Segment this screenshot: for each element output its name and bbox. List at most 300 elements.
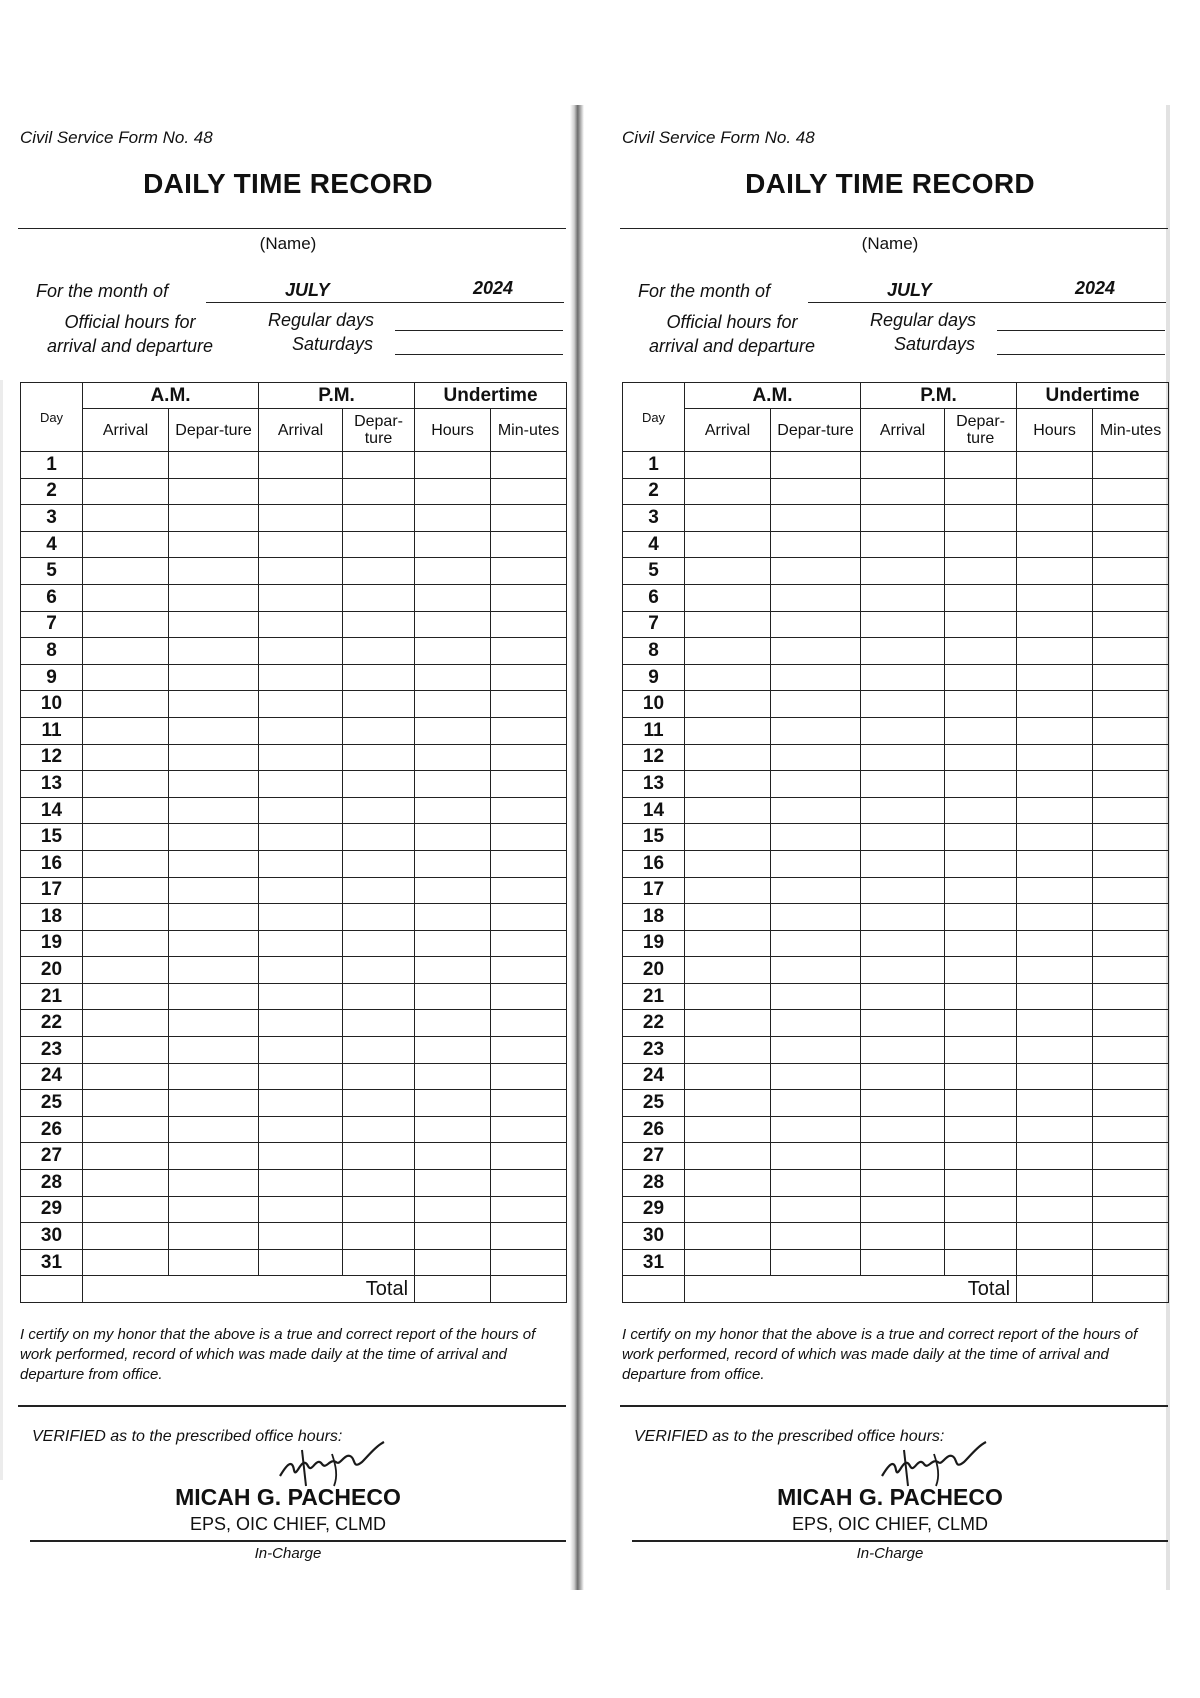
pm-departure-cell[interactable] <box>945 850 1017 877</box>
pm-arrival-cell[interactable] <box>861 1170 945 1197</box>
pm-arrival-cell[interactable] <box>861 611 945 638</box>
pm-departure-cell[interactable] <box>343 558 415 585</box>
am-departure-cell[interactable] <box>771 824 861 851</box>
undertime-minutes-cell[interactable] <box>1093 478 1169 505</box>
undertime-hours-cell[interactable] <box>1017 930 1093 957</box>
am-arrival-cell[interactable] <box>83 1090 169 1117</box>
am-arrival-cell[interactable] <box>685 1223 771 1250</box>
am-departure-cell[interactable] <box>771 478 861 505</box>
undertime-minutes-cell[interactable] <box>1093 930 1169 957</box>
pm-departure-cell[interactable] <box>343 1010 415 1037</box>
am-departure-cell[interactable] <box>169 1196 259 1223</box>
pm-arrival-cell[interactable] <box>259 1143 343 1170</box>
am-departure-cell[interactable] <box>169 505 259 532</box>
pm-departure-cell[interactable] <box>945 505 1017 532</box>
am-arrival-cell[interactable] <box>685 1196 771 1223</box>
am-departure-cell[interactable] <box>771 1223 861 1250</box>
pm-arrival-cell[interactable] <box>259 744 343 771</box>
am-departure-cell[interactable] <box>771 584 861 611</box>
undertime-minutes-cell[interactable] <box>491 452 567 479</box>
pm-arrival-cell[interactable] <box>259 452 343 479</box>
undertime-hours-cell[interactable] <box>415 1010 491 1037</box>
undertime-hours-cell[interactable] <box>415 877 491 904</box>
pm-departure-cell[interactable] <box>343 531 415 558</box>
am-departure-cell[interactable] <box>771 1037 861 1064</box>
pm-departure-cell[interactable] <box>945 1196 1017 1223</box>
undertime-hours-cell[interactable] <box>1017 904 1093 931</box>
undertime-minutes-cell[interactable] <box>491 558 567 585</box>
undertime-hours-cell[interactable] <box>1017 744 1093 771</box>
pm-departure-cell[interactable] <box>343 505 415 532</box>
am-arrival-cell[interactable] <box>83 452 169 479</box>
undertime-minutes-cell[interactable] <box>491 1010 567 1037</box>
undertime-hours-cell[interactable] <box>1017 1063 1093 1090</box>
am-arrival-cell[interactable] <box>685 1170 771 1197</box>
undertime-hours-cell[interactable] <box>1017 983 1093 1010</box>
pm-arrival-cell[interactable] <box>259 930 343 957</box>
am-departure-cell[interactable] <box>169 744 259 771</box>
undertime-minutes-cell[interactable] <box>1093 771 1169 798</box>
am-departure-cell[interactable] <box>771 452 861 479</box>
pm-departure-cell[interactable] <box>945 691 1017 718</box>
am-arrival-cell[interactable] <box>685 1037 771 1064</box>
am-arrival-cell[interactable] <box>685 584 771 611</box>
pm-arrival-cell[interactable] <box>259 1116 343 1143</box>
am-departure-cell[interactable] <box>771 877 861 904</box>
am-arrival-cell[interactable] <box>685 1249 771 1276</box>
am-arrival-cell[interactable] <box>83 1037 169 1064</box>
am-departure-cell[interactable] <box>169 611 259 638</box>
pm-arrival-cell[interactable] <box>861 877 945 904</box>
am-departure-cell[interactable] <box>169 850 259 877</box>
am-departure-cell[interactable] <box>169 452 259 479</box>
pm-departure-cell[interactable] <box>945 1249 1017 1276</box>
undertime-hours-cell[interactable] <box>415 1090 491 1117</box>
undertime-hours-cell[interactable] <box>415 638 491 665</box>
undertime-hours-cell[interactable] <box>415 478 491 505</box>
pm-arrival-cell[interactable] <box>861 1249 945 1276</box>
pm-arrival-cell[interactable] <box>861 638 945 665</box>
undertime-hours-cell[interactable] <box>1017 771 1093 798</box>
undertime-minutes-cell[interactable] <box>491 1090 567 1117</box>
am-arrival-cell[interactable] <box>83 717 169 744</box>
am-departure-cell[interactable] <box>771 505 861 532</box>
undertime-minutes-cell[interactable] <box>491 1196 567 1223</box>
pm-departure-cell[interactable] <box>945 531 1017 558</box>
am-arrival-cell[interactable] <box>83 1170 169 1197</box>
am-departure-cell[interactable] <box>169 584 259 611</box>
am-arrival-cell[interactable] <box>83 904 169 931</box>
undertime-minutes-cell[interactable] <box>1093 1010 1169 1037</box>
undertime-hours-cell[interactable] <box>415 983 491 1010</box>
undertime-minutes-cell[interactable] <box>1093 983 1169 1010</box>
am-departure-cell[interactable] <box>169 904 259 931</box>
pm-arrival-cell[interactable] <box>861 744 945 771</box>
pm-arrival-cell[interactable] <box>861 1223 945 1250</box>
pm-arrival-cell[interactable] <box>259 505 343 532</box>
pm-departure-cell[interactable] <box>343 1143 415 1170</box>
am-arrival-cell[interactable] <box>685 717 771 744</box>
pm-departure-cell[interactable] <box>343 904 415 931</box>
am-departure-cell[interactable] <box>169 691 259 718</box>
am-departure-cell[interactable] <box>771 531 861 558</box>
pm-arrival-cell[interactable] <box>861 1143 945 1170</box>
undertime-hours-cell[interactable] <box>415 611 491 638</box>
pm-arrival-cell[interactable] <box>861 478 945 505</box>
am-arrival-cell[interactable] <box>685 983 771 1010</box>
undertime-hours-cell[interactable] <box>1017 1116 1093 1143</box>
am-departure-cell[interactable] <box>169 1037 259 1064</box>
am-arrival-cell[interactable] <box>685 771 771 798</box>
am-departure-cell[interactable] <box>771 850 861 877</box>
undertime-hours-cell[interactable] <box>415 1116 491 1143</box>
undertime-minutes-cell[interactable] <box>491 1170 567 1197</box>
pm-departure-cell[interactable] <box>945 558 1017 585</box>
pm-arrival-cell[interactable] <box>861 505 945 532</box>
undertime-hours-cell[interactable] <box>415 1196 491 1223</box>
undertime-minutes-cell[interactable] <box>491 957 567 984</box>
undertime-minutes-cell[interactable] <box>491 1037 567 1064</box>
am-departure-cell[interactable] <box>169 1090 259 1117</box>
pm-arrival-cell[interactable] <box>259 904 343 931</box>
pm-arrival-cell[interactable] <box>259 797 343 824</box>
am-departure-cell[interactable] <box>771 717 861 744</box>
undertime-minutes-cell[interactable] <box>491 505 567 532</box>
undertime-minutes-cell[interactable] <box>1093 744 1169 771</box>
pm-departure-cell[interactable] <box>343 930 415 957</box>
am-arrival-cell[interactable] <box>685 877 771 904</box>
pm-arrival-cell[interactable] <box>259 1010 343 1037</box>
undertime-hours-cell[interactable] <box>1017 478 1093 505</box>
am-arrival-cell[interactable] <box>685 824 771 851</box>
am-departure-cell[interactable] <box>169 1143 259 1170</box>
pm-arrival-cell[interactable] <box>861 1196 945 1223</box>
undertime-hours-cell[interactable] <box>1017 1196 1093 1223</box>
undertime-minutes-cell[interactable] <box>1093 1090 1169 1117</box>
am-departure-cell[interactable] <box>771 957 861 984</box>
pm-departure-cell[interactable] <box>343 691 415 718</box>
undertime-minutes-cell[interactable] <box>1093 1143 1169 1170</box>
am-arrival-cell[interactable] <box>685 797 771 824</box>
pm-arrival-cell[interactable] <box>259 850 343 877</box>
am-arrival-cell[interactable] <box>685 691 771 718</box>
am-arrival-cell[interactable] <box>83 1223 169 1250</box>
am-departure-cell[interactable] <box>169 824 259 851</box>
total-hours-cell[interactable] <box>415 1276 491 1303</box>
am-arrival-cell[interactable] <box>685 930 771 957</box>
undertime-minutes-cell[interactable] <box>1093 452 1169 479</box>
am-arrival-cell[interactable] <box>685 1143 771 1170</box>
pm-departure-cell[interactable] <box>945 1063 1017 1090</box>
am-arrival-cell[interactable] <box>83 1249 169 1276</box>
am-departure-cell[interactable] <box>771 1090 861 1117</box>
pm-arrival-cell[interactable] <box>259 771 343 798</box>
pm-departure-cell[interactable] <box>343 611 415 638</box>
undertime-hours-cell[interactable] <box>1017 691 1093 718</box>
pm-arrival-cell[interactable] <box>861 1090 945 1117</box>
undertime-hours-cell[interactable] <box>1017 877 1093 904</box>
pm-arrival-cell[interactable] <box>861 691 945 718</box>
pm-departure-cell[interactable] <box>343 1170 415 1197</box>
pm-arrival-cell[interactable] <box>861 558 945 585</box>
undertime-minutes-cell[interactable] <box>1093 797 1169 824</box>
pm-departure-cell[interactable] <box>945 611 1017 638</box>
am-departure-cell[interactable] <box>771 638 861 665</box>
pm-departure-cell[interactable] <box>945 717 1017 744</box>
undertime-hours-cell[interactable] <box>1017 505 1093 532</box>
undertime-hours-cell[interactable] <box>415 904 491 931</box>
am-arrival-cell[interactable] <box>83 930 169 957</box>
am-arrival-cell[interactable] <box>685 744 771 771</box>
pm-arrival-cell[interactable] <box>259 957 343 984</box>
undertime-minutes-cell[interactable] <box>1093 531 1169 558</box>
pm-arrival-cell[interactable] <box>259 983 343 1010</box>
am-departure-cell[interactable] <box>169 983 259 1010</box>
pm-departure-cell[interactable] <box>945 478 1017 505</box>
pm-departure-cell[interactable] <box>945 877 1017 904</box>
undertime-minutes-cell[interactable] <box>1093 1063 1169 1090</box>
pm-departure-cell[interactable] <box>343 664 415 691</box>
am-arrival-cell[interactable] <box>83 877 169 904</box>
undertime-minutes-cell[interactable] <box>1093 611 1169 638</box>
pm-departure-cell[interactable] <box>945 771 1017 798</box>
am-arrival-cell[interactable] <box>685 1090 771 1117</box>
pm-departure-cell[interactable] <box>945 1143 1017 1170</box>
undertime-minutes-cell[interactable] <box>1093 1037 1169 1064</box>
undertime-hours-cell[interactable] <box>1017 531 1093 558</box>
am-arrival-cell[interactable] <box>83 531 169 558</box>
undertime-minutes-cell[interactable] <box>491 771 567 798</box>
am-arrival-cell[interactable] <box>685 478 771 505</box>
am-arrival-cell[interactable] <box>83 744 169 771</box>
undertime-minutes-cell[interactable] <box>491 664 567 691</box>
pm-departure-cell[interactable] <box>343 1196 415 1223</box>
am-departure-cell[interactable] <box>169 877 259 904</box>
pm-departure-cell[interactable] <box>343 452 415 479</box>
am-arrival-cell[interactable] <box>685 505 771 532</box>
undertime-minutes-cell[interactable] <box>1093 558 1169 585</box>
am-arrival-cell[interactable] <box>83 824 169 851</box>
pm-departure-cell[interactable] <box>343 478 415 505</box>
pm-arrival-cell[interactable] <box>861 957 945 984</box>
am-arrival-cell[interactable] <box>83 584 169 611</box>
pm-arrival-cell[interactable] <box>259 1170 343 1197</box>
pm-arrival-cell[interactable] <box>861 930 945 957</box>
undertime-minutes-cell[interactable] <box>491 1116 567 1143</box>
am-departure-cell[interactable] <box>771 691 861 718</box>
undertime-hours-cell[interactable] <box>1017 1037 1093 1064</box>
pm-departure-cell[interactable] <box>945 638 1017 665</box>
pm-departure-cell[interactable] <box>945 1170 1017 1197</box>
pm-arrival-cell[interactable] <box>861 904 945 931</box>
undertime-hours-cell[interactable] <box>1017 824 1093 851</box>
am-arrival-cell[interactable] <box>685 611 771 638</box>
undertime-hours-cell[interactable] <box>1017 558 1093 585</box>
undertime-hours-cell[interactable] <box>1017 1249 1093 1276</box>
pm-arrival-cell[interactable] <box>861 1063 945 1090</box>
undertime-hours-cell[interactable] <box>415 558 491 585</box>
pm-arrival-cell[interactable] <box>259 1063 343 1090</box>
pm-departure-cell[interactable] <box>343 1063 415 1090</box>
pm-arrival-cell[interactable] <box>861 824 945 851</box>
pm-arrival-cell[interactable] <box>259 638 343 665</box>
am-departure-cell[interactable] <box>169 638 259 665</box>
undertime-minutes-cell[interactable] <box>1093 584 1169 611</box>
pm-departure-cell[interactable] <box>343 850 415 877</box>
undertime-hours-cell[interactable] <box>1017 452 1093 479</box>
am-arrival-cell[interactable] <box>83 691 169 718</box>
pm-arrival-cell[interactable] <box>259 584 343 611</box>
am-departure-cell[interactable] <box>771 744 861 771</box>
am-departure-cell[interactable] <box>169 771 259 798</box>
undertime-hours-cell[interactable] <box>415 1249 491 1276</box>
undertime-hours-cell[interactable] <box>1017 850 1093 877</box>
am-departure-cell[interactable] <box>169 1223 259 1250</box>
am-departure-cell[interactable] <box>169 1063 259 1090</box>
am-departure-cell[interactable] <box>771 1143 861 1170</box>
pm-departure-cell[interactable] <box>945 452 1017 479</box>
undertime-minutes-cell[interactable] <box>491 797 567 824</box>
am-arrival-cell[interactable] <box>83 771 169 798</box>
undertime-hours-cell[interactable] <box>1017 797 1093 824</box>
pm-departure-cell[interactable] <box>945 584 1017 611</box>
undertime-minutes-cell[interactable] <box>491 877 567 904</box>
undertime-hours-cell[interactable] <box>415 957 491 984</box>
undertime-minutes-cell[interactable] <box>1093 957 1169 984</box>
undertime-minutes-cell[interactable] <box>491 904 567 931</box>
undertime-hours-cell[interactable] <box>1017 1170 1093 1197</box>
undertime-hours-cell[interactable] <box>415 850 491 877</box>
am-arrival-cell[interactable] <box>685 638 771 665</box>
pm-departure-cell[interactable] <box>945 1223 1017 1250</box>
undertime-minutes-cell[interactable] <box>491 1143 567 1170</box>
pm-departure-cell[interactable] <box>343 983 415 1010</box>
undertime-minutes-cell[interactable] <box>491 584 567 611</box>
pm-departure-cell[interactable] <box>343 1249 415 1276</box>
undertime-hours-cell[interactable] <box>415 452 491 479</box>
am-departure-cell[interactable] <box>771 664 861 691</box>
pm-arrival-cell[interactable] <box>861 797 945 824</box>
pm-arrival-cell[interactable] <box>861 771 945 798</box>
total-minutes-cell[interactable] <box>491 1276 567 1303</box>
undertime-minutes-cell[interactable] <box>491 531 567 558</box>
pm-departure-cell[interactable] <box>343 1223 415 1250</box>
pm-departure-cell[interactable] <box>343 771 415 798</box>
pm-arrival-cell[interactable] <box>259 1090 343 1117</box>
pm-departure-cell[interactable] <box>945 904 1017 931</box>
undertime-hours-cell[interactable] <box>1017 717 1093 744</box>
am-arrival-cell[interactable] <box>83 1010 169 1037</box>
undertime-hours-cell[interactable] <box>415 1170 491 1197</box>
undertime-hours-cell[interactable] <box>415 717 491 744</box>
am-departure-cell[interactable] <box>169 664 259 691</box>
undertime-minutes-cell[interactable] <box>491 611 567 638</box>
am-arrival-cell[interactable] <box>685 1063 771 1090</box>
am-arrival-cell[interactable] <box>83 1196 169 1223</box>
am-departure-cell[interactable] <box>169 957 259 984</box>
pm-arrival-cell[interactable] <box>259 877 343 904</box>
undertime-minutes-cell[interactable] <box>1093 1116 1169 1143</box>
undertime-hours-cell[interactable] <box>415 531 491 558</box>
pm-arrival-cell[interactable] <box>259 1223 343 1250</box>
am-arrival-cell[interactable] <box>83 1116 169 1143</box>
undertime-hours-cell[interactable] <box>415 797 491 824</box>
am-arrival-cell[interactable] <box>83 478 169 505</box>
undertime-hours-cell[interactable] <box>1017 664 1093 691</box>
undertime-hours-cell[interactable] <box>415 930 491 957</box>
pm-arrival-cell[interactable] <box>259 824 343 851</box>
undertime-minutes-cell[interactable] <box>491 717 567 744</box>
undertime-hours-cell[interactable] <box>415 664 491 691</box>
am-departure-cell[interactable] <box>771 771 861 798</box>
undertime-hours-cell[interactable] <box>415 691 491 718</box>
am-arrival-cell[interactable] <box>83 957 169 984</box>
am-arrival-cell[interactable] <box>83 797 169 824</box>
pm-departure-cell[interactable] <box>343 957 415 984</box>
pm-arrival-cell[interactable] <box>259 717 343 744</box>
pm-departure-cell[interactable] <box>343 1116 415 1143</box>
pm-departure-cell[interactable] <box>945 1090 1017 1117</box>
am-departure-cell[interactable] <box>169 1249 259 1276</box>
pm-arrival-cell[interactable] <box>861 664 945 691</box>
undertime-hours-cell[interactable] <box>415 1063 491 1090</box>
pm-arrival-cell[interactable] <box>861 584 945 611</box>
am-departure-cell[interactable] <box>771 1196 861 1223</box>
am-arrival-cell[interactable] <box>685 558 771 585</box>
undertime-minutes-cell[interactable] <box>1093 1196 1169 1223</box>
pm-departure-cell[interactable] <box>945 744 1017 771</box>
pm-arrival-cell[interactable] <box>259 1196 343 1223</box>
am-departure-cell[interactable] <box>771 904 861 931</box>
undertime-minutes-cell[interactable] <box>1093 904 1169 931</box>
pm-departure-cell[interactable] <box>343 824 415 851</box>
undertime-minutes-cell[interactable] <box>1093 691 1169 718</box>
undertime-minutes-cell[interactable] <box>1093 1223 1169 1250</box>
pm-arrival-cell[interactable] <box>861 850 945 877</box>
am-departure-cell[interactable] <box>169 1010 259 1037</box>
pm-arrival-cell[interactable] <box>861 452 945 479</box>
am-departure-cell[interactable] <box>771 983 861 1010</box>
am-departure-cell[interactable] <box>771 1063 861 1090</box>
pm-arrival-cell[interactable] <box>259 531 343 558</box>
undertime-minutes-cell[interactable] <box>491 1063 567 1090</box>
total-minutes-cell[interactable] <box>1093 1276 1169 1303</box>
undertime-hours-cell[interactable] <box>1017 1143 1093 1170</box>
am-arrival-cell[interactable] <box>685 904 771 931</box>
pm-departure-cell[interactable] <box>343 877 415 904</box>
undertime-hours-cell[interactable] <box>415 1223 491 1250</box>
am-arrival-cell[interactable] <box>685 1116 771 1143</box>
am-arrival-cell[interactable] <box>83 1063 169 1090</box>
undertime-minutes-cell[interactable] <box>491 744 567 771</box>
am-departure-cell[interactable] <box>771 797 861 824</box>
am-arrival-cell[interactable] <box>83 664 169 691</box>
am-arrival-cell[interactable] <box>83 850 169 877</box>
am-arrival-cell[interactable] <box>83 558 169 585</box>
am-departure-cell[interactable] <box>771 1116 861 1143</box>
pm-departure-cell[interactable] <box>343 744 415 771</box>
pm-departure-cell[interactable] <box>945 930 1017 957</box>
am-arrival-cell[interactable] <box>83 505 169 532</box>
total-hours-cell[interactable] <box>1017 1276 1093 1303</box>
undertime-hours-cell[interactable] <box>415 1143 491 1170</box>
am-departure-cell[interactable] <box>771 1249 861 1276</box>
undertime-minutes-cell[interactable] <box>491 983 567 1010</box>
am-departure-cell[interactable] <box>169 558 259 585</box>
undertime-minutes-cell[interactable] <box>491 1249 567 1276</box>
am-departure-cell[interactable] <box>771 1010 861 1037</box>
undertime-minutes-cell[interactable] <box>491 824 567 851</box>
